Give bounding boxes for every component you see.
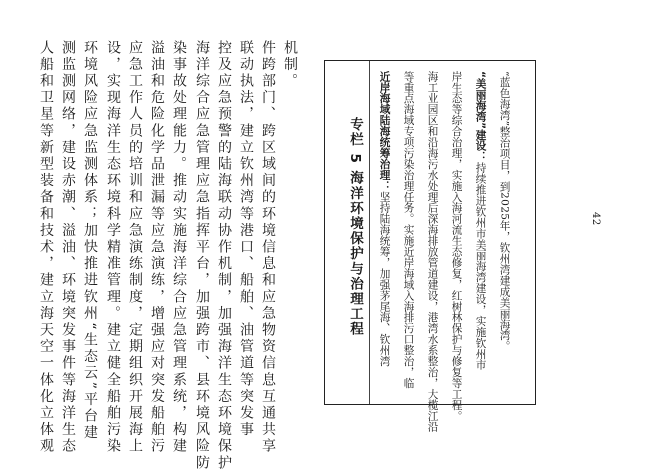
box-divider	[369, 61, 370, 404]
box-item-1-line-4: 岸生态等综合治理，实施入海河流生态修复，红树林保护与修复等工程。	[450, 71, 463, 422]
body-line-2: 测监测网络，建设赤潮、溢油、环境突发事件等海洋生态	[60, 40, 76, 455]
box-title: 专栏 5 海洋环境保护与治理工程	[347, 117, 363, 337]
body-line-8: 海洋综合应急管理应急指挥平台，加强跨市、县环境风险防	[194, 40, 210, 472]
body-line-1: 人船和卫星等新型装备和技术，建立海天空一体化立体观	[38, 40, 54, 455]
body-line-6: 溢油和危险化学品泄漏等应急演练，增强应对突发船舶污	[149, 40, 165, 455]
body-line-11: 件跨部门、跨区域间的环境信息和应急物资信息互通共享	[260, 40, 276, 455]
box-item-1-line-1	[379, 71, 390, 397]
body-line-12: 机制。	[282, 40, 298, 90]
special-column-box	[324, 60, 536, 433]
box-item-1-line-2: 等重点海域专项污染治理任务。实施近岸海域入海排污口整治，临	[402, 71, 415, 389]
page-number: 42	[590, 212, 601, 226]
body-line-5: 应急工作人员的培训和应急演练制度，定期组织开展海上	[127, 40, 143, 455]
box-item-2-line-2: “蓝色海湾”整治项目，到2025年，钦州湾建成美丽海湾。	[498, 71, 511, 352]
box-item-1-text-1: 坚持陆海统筹，加强茅尾海、钦州湾	[378, 191, 391, 367]
box-item-2-text-1: 持续推进钦州市美丽海湾建设，实施钦州市	[474, 162, 487, 371]
box-item-2-line-1	[475, 71, 486, 397]
body-line-3: 环境风险应急监测体系；加快推进钦州“生态云”平台建	[82, 40, 98, 442]
box-item-2-head: “美丽海湾”建设：	[474, 71, 487, 163]
body-line-10: 联动执法，建立钦州湾等港口、船舶、油管道等突发事	[238, 40, 254, 439]
box-item-1-head: 近岸海域陆海统筹治理：	[378, 71, 391, 192]
body-line-7: 染事故处理能力。推动实施海洋综合应急管理系统，构建	[171, 40, 187, 455]
box-item-1-line-3: 海工业园区和沿海污水处理后深海排放管道建设，港湾水系整治，大榄江沿	[426, 71, 439, 433]
body-line-4: 设，实现海洋生态环境科学精准管理。建立健全船舶污染	[105, 40, 121, 455]
body-line-9: 控及应急预警的陆海联动协作机制，加强海洋生态环境保护	[216, 40, 232, 472]
